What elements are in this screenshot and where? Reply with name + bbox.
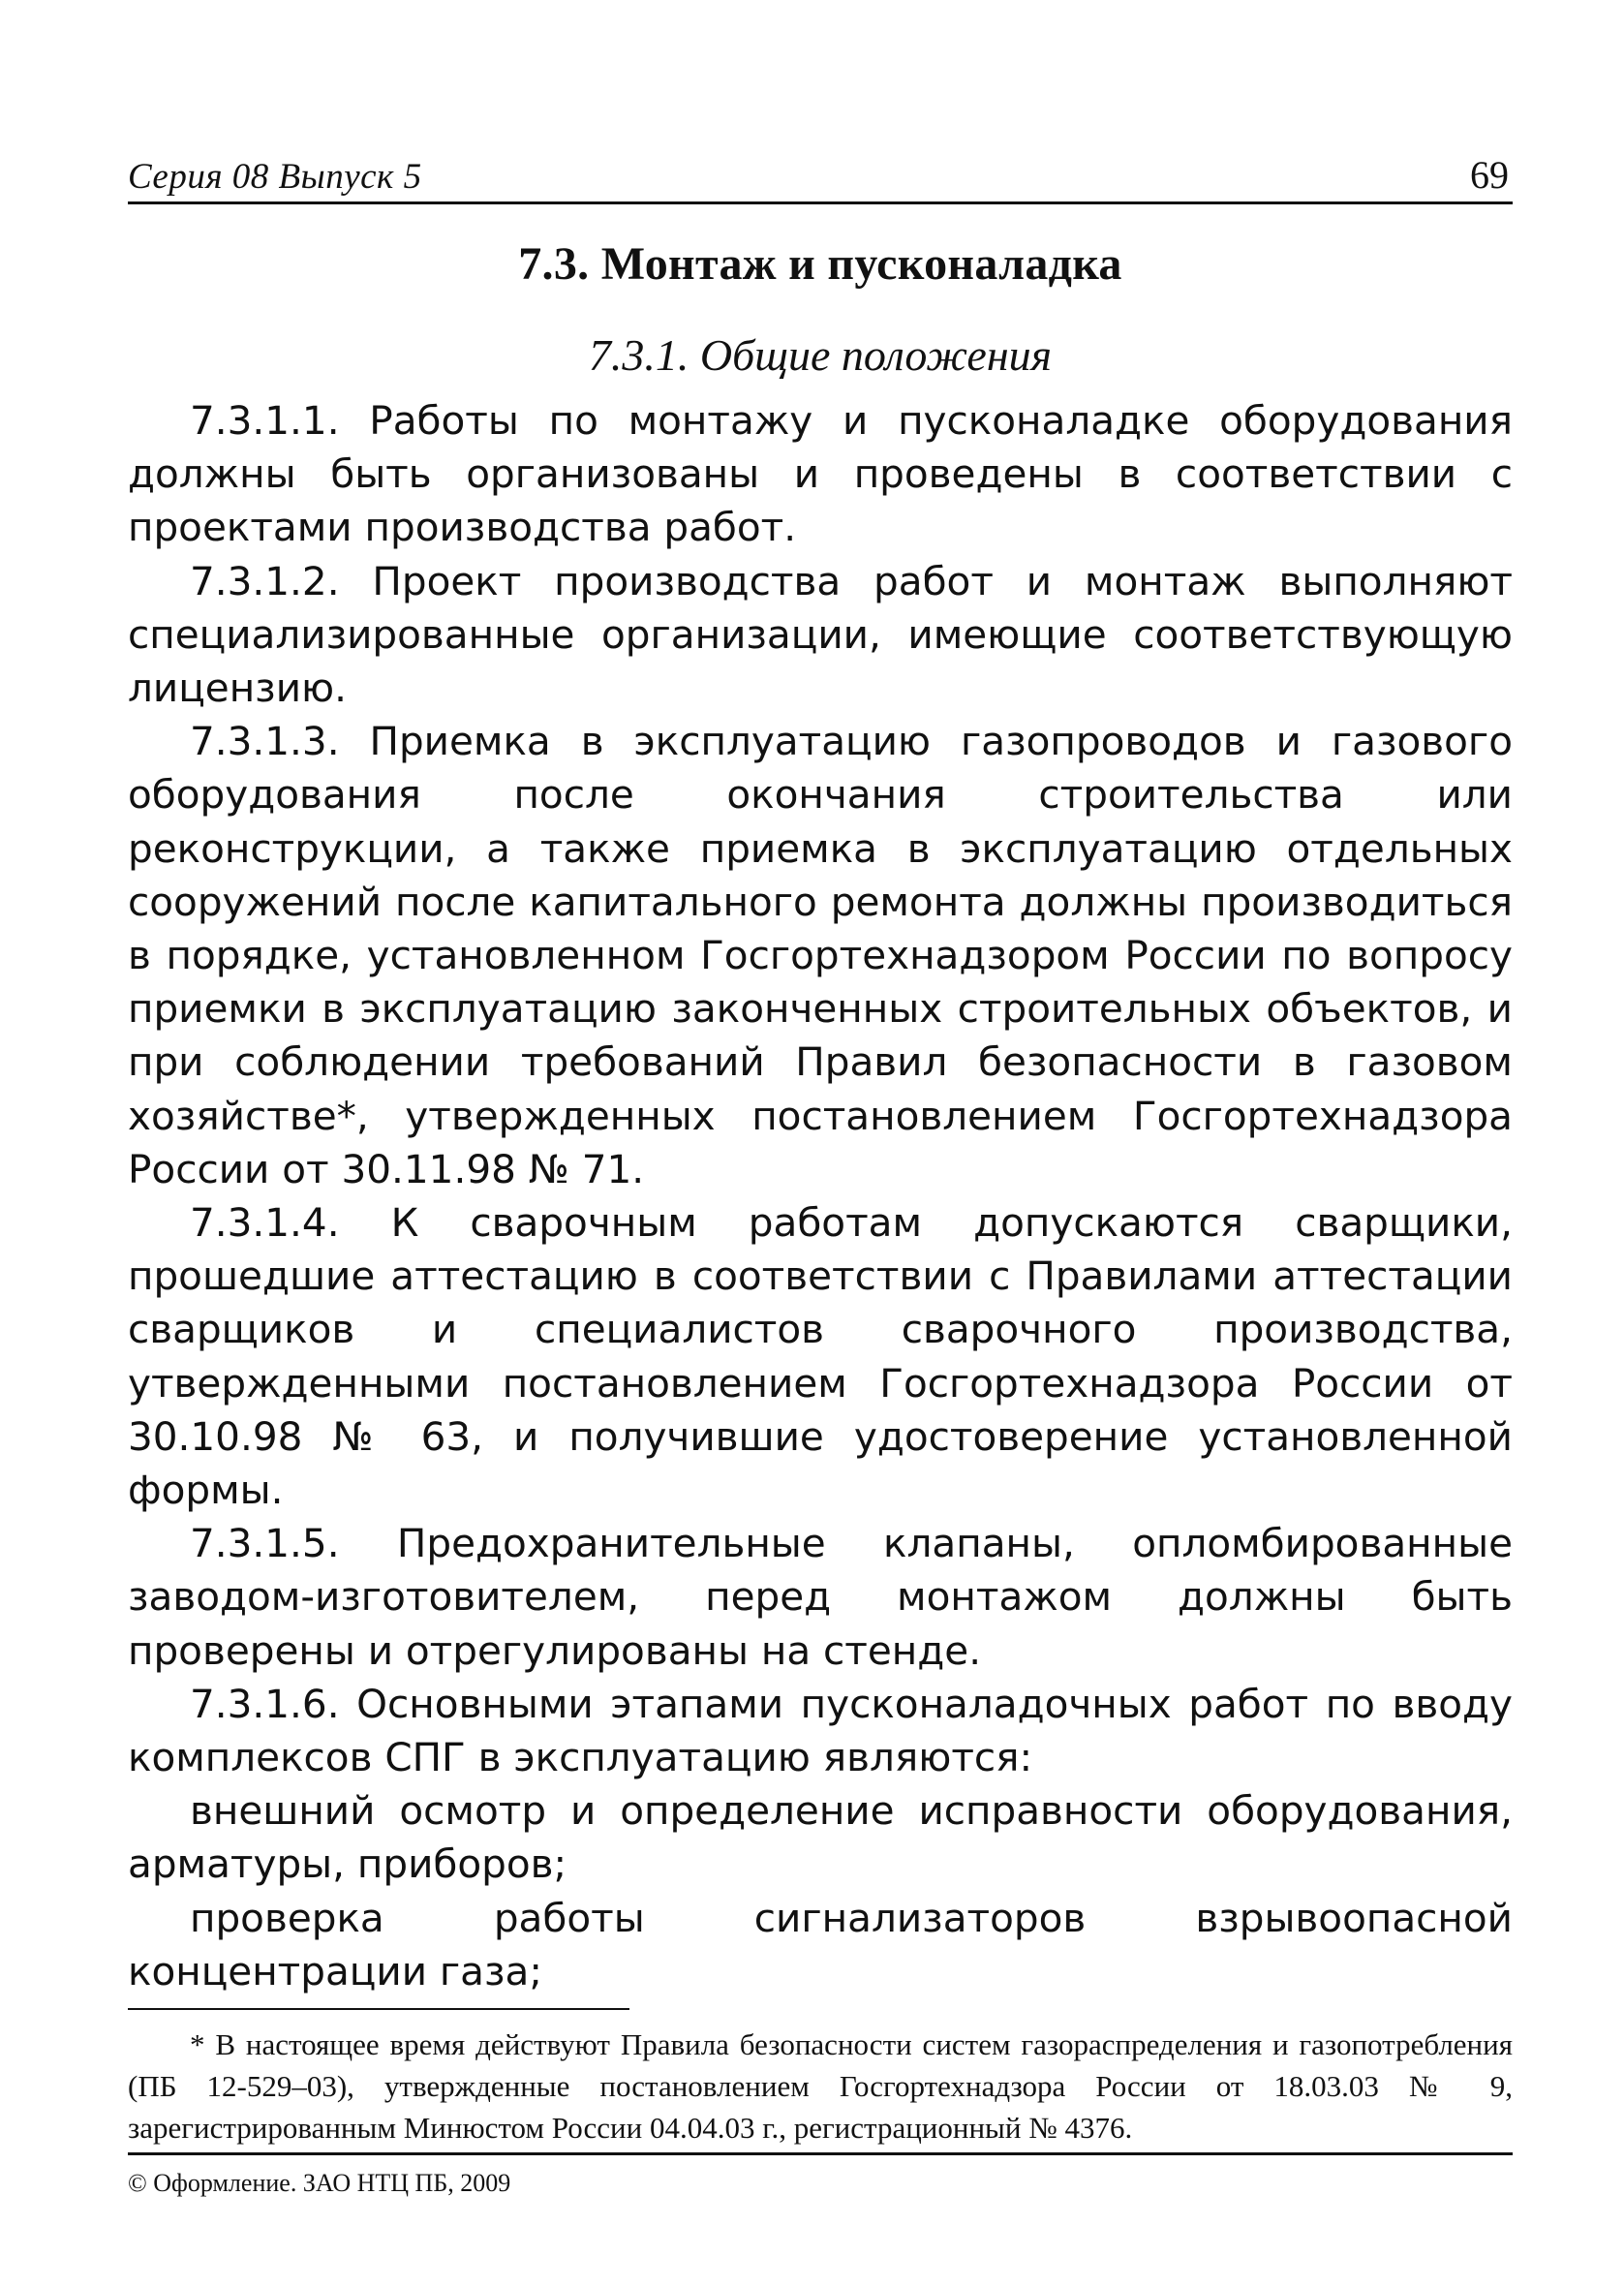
footnote: * В настоящее время действуют Правила безопасности систем газораспределения и газопотребления (ПБ 12-529–03), утвержденные постановлением Госгортехнадзора России от 18.03.03 № 9, зарегистрированным Минюстом России 04.04.03 г., регистрационный № 4376. (128, 2027, 1513, 2146)
subsection-title: 7.3.1. Общие положения (588, 330, 1053, 380)
running-header (128, 145, 1513, 204)
paragraph-7-3-1-2: 7.3.1.2. Проект производства работ и монтаж выполняют специализированные организации, имеющие соответствующую лицензию. (128, 557, 1513, 712)
paragraph-7-3-1-6: 7.3.1.6. Основными этапами пусконаладочных работ по вводу комплексов СПГ в эксплуатацию являются: (128, 1680, 1513, 1781)
paragraph-7-3-1-3: 7.3.1.3. Приемка в эксплуатацию газопроводов и газового оборудования после окончания строительства или реконструкции, а также приемка в эксплуатацию отдельных сооружений после капитального ремонта должны производиться в порядке, установленном Госгортехнадзором России по вопросу приемки в эксплуатацию законченных строительных объектов, и при соблюдении требований Правил безопасности в газовом хозяйстве*, утвержденных постановлением Госгортехнадзора России от 30.11.98 № 71. (128, 718, 1513, 1192)
list-item-inspection: внешний осмотр и определение исправности оборудования, арматуры, приборов; (128, 1787, 1513, 1888)
footnote-separator (128, 2008, 629, 2010)
paragraph-7-3-1-4: 7.3.1.4. К сварочным работам допускаются сварщики, прошедшие аттестацию в соответствии с Правилами аттестации сварщиков и специалистов сварочного производства, утвержденными постановлением Госгортехнадзора России от 30.10.98 № 63, и получившие удостоверение установленной формы. (128, 1199, 1513, 1514)
paragraph-7-3-1-1: 7.3.1.1. Работы по монтажу и пусконаладке оборудования должны быть организованы и проведены в соответствии с проектами производства работ. (128, 397, 1513, 551)
page-number: 69 (1470, 153, 1509, 197)
section-title: 7.3. Монтаж и пусконаладка (518, 238, 1122, 290)
page (128, 145, 1513, 2149)
paragraph-7-3-1-5: 7.3.1.5. Предохранительные клапаны, опломбированные заводом-изготовителем, перед монтажом должны быть проверены и отрегулированы на стенде. (128, 1520, 1513, 1674)
series-label: Серия 08 Выпуск 5 (128, 157, 422, 197)
copyright-footer: © Оформление. ЗАО НТЦ ПБ, 2009 (128, 2152, 1513, 2198)
list-item-alarm-check: проверка работы сигнализаторов взрывоопасной концентрации газа; (128, 1894, 1513, 1994)
body-text (128, 394, 1513, 1998)
